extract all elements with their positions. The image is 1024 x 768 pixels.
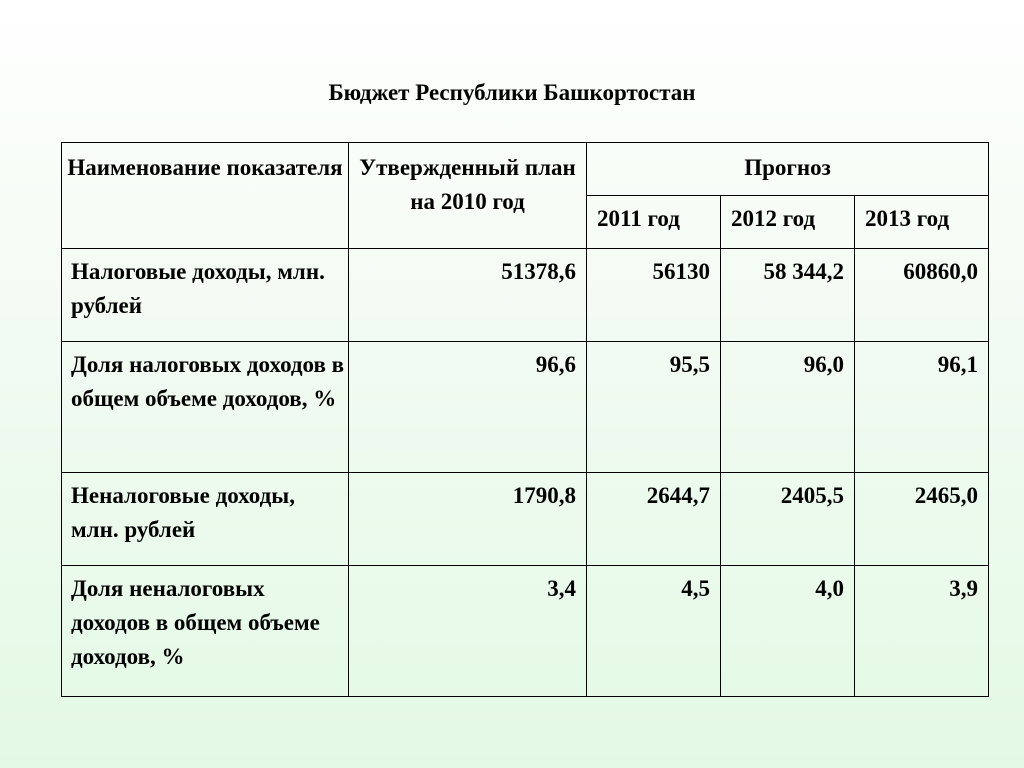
cell-value: 2644,7 [587,473,721,566]
header-forecast: Прогноз [587,143,989,196]
table-row [62,249,989,342]
row-label: Неналоговые доходы, млн. рублей [62,473,349,566]
budget-table [61,142,989,697]
cell-value: 3,9 [855,566,989,697]
row-label: Доля неналоговых доходов в общем объеме доходов, % [62,566,349,697]
cell-value: 96,1 [855,342,989,473]
cell-value: 1790,8 [349,473,587,566]
table-row [62,566,989,697]
page-title: Бюджет Республики Башкортостан [328,80,696,105]
row-label: Доля налоговых доходов в общем объеме доходов, % [62,342,349,473]
row-label: Налоговые доходы, млн. рублей [62,249,349,342]
cell-value: 60860,0 [855,249,989,342]
cell-value: 58 344,2 [721,249,855,342]
header-year-2013: 2013 год [855,196,989,249]
table-row [62,342,989,473]
cell-value: 2405,5 [721,473,855,566]
header-year-2011: 2011 год [587,196,721,249]
cell-value: 2465,0 [855,473,989,566]
cell-value: 56130 [587,249,721,342]
cell-value: 3,4 [349,566,587,697]
header-indicator: Наименование показателя [62,143,349,249]
cell-value: 96,0 [721,342,855,473]
header-row [62,143,989,196]
cell-value: 4,0 [721,566,855,697]
cell-value: 4,5 [587,566,721,697]
cell-value: 95,5 [587,342,721,473]
header-year-2012: 2012 год [721,196,855,249]
table-row [62,473,989,566]
header-approved-plan: Утвержденный план на 2010 год [349,143,587,249]
cell-value: 51378,6 [349,249,587,342]
cell-value: 96,6 [349,342,587,473]
